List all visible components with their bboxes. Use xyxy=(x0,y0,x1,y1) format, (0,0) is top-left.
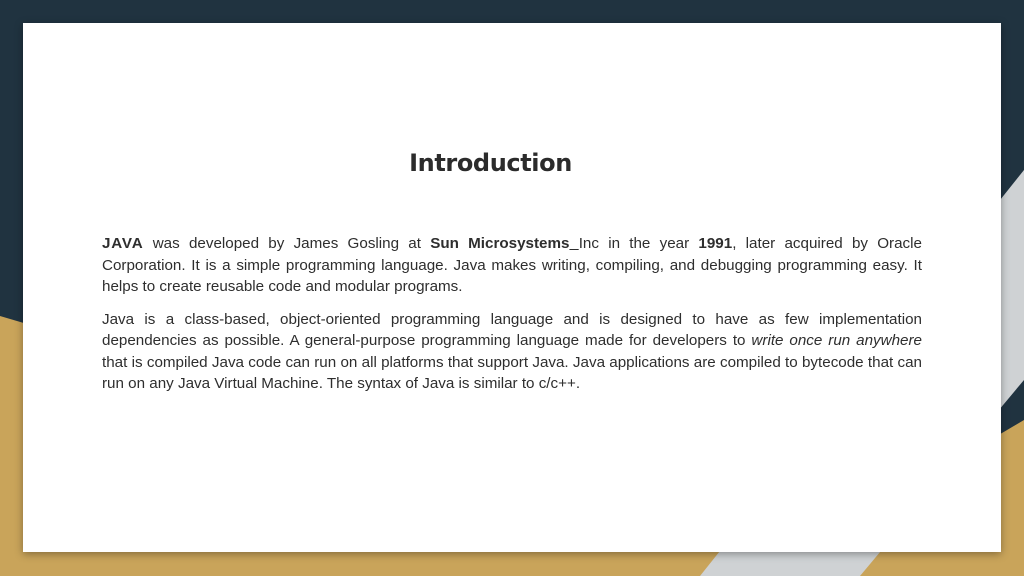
p2-text-1: Java is a class-based, object-oriented programming language and is designed to have as few implementation dependencies as possible. A general-purpose programming language made for developers to xyxy=(102,310,922,349)
slide-content xyxy=(23,23,1001,552)
paragraph-2 xyxy=(102,309,922,395)
p1-text-2: Inc in the year xyxy=(578,235,699,252)
p1-text-3: , later acquired by Oracle Corporation. It is a simple programming language. Java makes writing, compiling, and debugging programming easy. It helps to create reusable code and modular programs. xyxy=(102,235,922,295)
write-once-run-anywhere: write once run anywhere xyxy=(751,332,922,349)
java-keyword: JAVA xyxy=(102,235,144,252)
paragraph-1 xyxy=(102,233,922,298)
sun-microsystems: Sun Microsystems xyxy=(430,235,570,252)
p2-text-2: that is compiled Java code can run on all platforms that support Java. Java applications are compiled to bytecode that can run on any Java Virtual Machine. The syntax of Java is similar to c/c++. xyxy=(102,353,922,392)
slide-title: Introduction xyxy=(409,149,572,177)
p1-text-1: was developed by James Gosling at xyxy=(143,235,431,252)
underscore-gap xyxy=(569,235,578,252)
slide-body xyxy=(102,233,922,406)
year-1991: 1991 xyxy=(698,235,733,252)
